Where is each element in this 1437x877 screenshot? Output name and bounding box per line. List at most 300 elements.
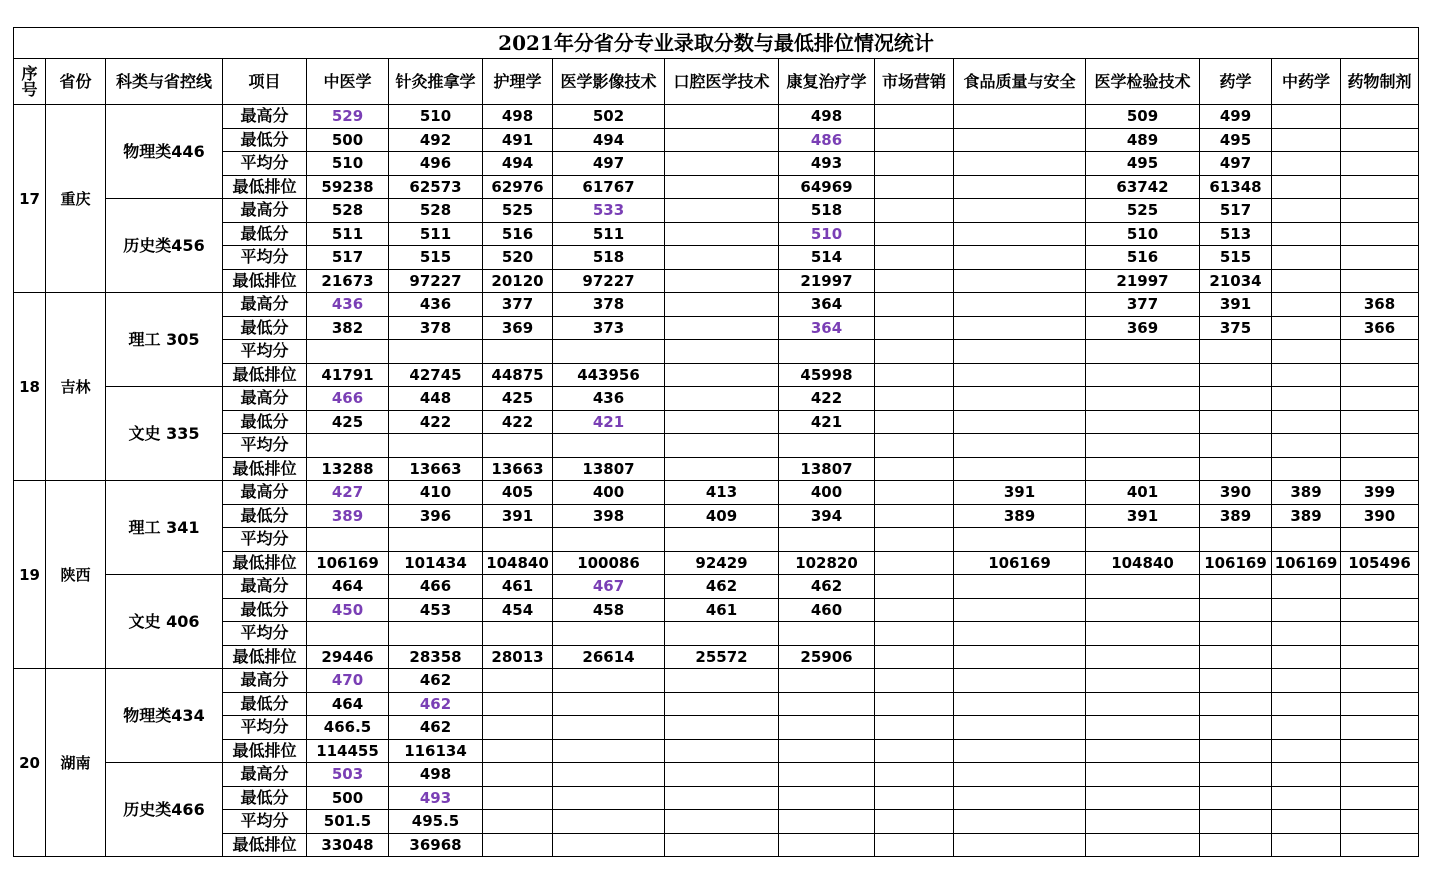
value-cell: 462 [779, 575, 875, 599]
value-cell [954, 739, 1086, 763]
value-cell: 44875 [483, 363, 553, 387]
value-cell: 436 [553, 387, 665, 411]
value-cell [1200, 763, 1272, 787]
value-cell: 495 [1200, 128, 1272, 152]
value-cell [483, 692, 553, 716]
table-row [14, 152, 1419, 176]
item-cell: 最低排位 [223, 645, 307, 669]
category-cell: 物理类446 [106, 105, 223, 199]
value-cell [665, 175, 779, 199]
item-cell: 最低分 [223, 598, 307, 622]
value-cell: 493 [779, 152, 875, 176]
category-cell: 历史类466 [106, 763, 223, 857]
value-cell: 470 [307, 669, 389, 693]
value-cell [875, 457, 954, 481]
value-cell [665, 387, 779, 411]
value-cell [1272, 199, 1341, 223]
table-row [14, 645, 1419, 669]
value-cell [954, 598, 1086, 622]
value-cell: 42745 [389, 363, 483, 387]
value-cell: 467 [553, 575, 665, 599]
value-cell: 460 [779, 598, 875, 622]
value-cell: 461 [665, 598, 779, 622]
value-cell [665, 246, 779, 270]
value-cell [1200, 692, 1272, 716]
value-cell [1200, 387, 1272, 411]
value-cell: 520 [483, 246, 553, 270]
table-row [14, 504, 1419, 528]
value-cell: 102820 [779, 551, 875, 575]
value-cell: 503 [307, 763, 389, 787]
value-cell [875, 152, 954, 176]
value-cell [875, 598, 954, 622]
column-header: 序号 [14, 59, 46, 105]
value-cell [1200, 669, 1272, 693]
value-cell [875, 481, 954, 505]
value-cell [1341, 763, 1419, 787]
value-cell [875, 199, 954, 223]
value-cell [954, 575, 1086, 599]
table-row [14, 340, 1419, 364]
value-cell [1272, 246, 1341, 270]
item-cell: 平均分 [223, 246, 307, 270]
value-cell: 462 [389, 669, 483, 693]
table-row [14, 833, 1419, 857]
value-cell [483, 622, 553, 646]
value-cell: 436 [389, 293, 483, 317]
item-cell: 最低分 [223, 786, 307, 810]
table-row [14, 716, 1419, 740]
item-cell: 平均分 [223, 340, 307, 364]
item-cell: 最低排位 [223, 833, 307, 857]
value-cell: 462 [389, 692, 483, 716]
value-cell [307, 340, 389, 364]
value-cell [665, 692, 779, 716]
value-cell [483, 810, 553, 834]
column-header: 省份 [46, 59, 106, 105]
value-cell [875, 175, 954, 199]
value-cell: 464 [307, 575, 389, 599]
value-cell: 529 [307, 105, 389, 129]
value-cell: 114455 [307, 739, 389, 763]
column-header: 中药学 [1272, 59, 1341, 105]
table-row [14, 434, 1419, 458]
value-cell [1272, 457, 1341, 481]
column-header: 针灸推拿学 [389, 59, 483, 105]
value-cell [1341, 199, 1419, 223]
item-cell: 最低分 [223, 692, 307, 716]
value-cell [1341, 598, 1419, 622]
value-cell: 496 [389, 152, 483, 176]
spreadsheet [13, 27, 1419, 857]
value-cell: 498 [483, 105, 553, 129]
value-cell [389, 340, 483, 364]
value-cell [1086, 363, 1200, 387]
item-cell: 最高分 [223, 293, 307, 317]
value-cell [307, 622, 389, 646]
value-cell [553, 739, 665, 763]
table-row [14, 810, 1419, 834]
value-cell: 391 [1086, 504, 1200, 528]
value-cell [954, 763, 1086, 787]
value-cell [483, 528, 553, 552]
value-cell: 515 [1200, 246, 1272, 270]
value-cell [1341, 457, 1419, 481]
value-cell [875, 293, 954, 317]
value-cell: 36968 [389, 833, 483, 857]
value-cell [875, 645, 954, 669]
value-cell: 533 [553, 199, 665, 223]
value-cell [665, 340, 779, 364]
value-cell [1272, 175, 1341, 199]
category-cell: 理工 305 [106, 293, 223, 387]
value-cell [875, 622, 954, 646]
value-cell [1086, 340, 1200, 364]
value-cell: 409 [665, 504, 779, 528]
value-cell [954, 434, 1086, 458]
province-cell: 陕西 [46, 481, 106, 669]
value-cell [875, 692, 954, 716]
value-cell: 516 [483, 222, 553, 246]
value-cell [1341, 810, 1419, 834]
value-cell: 106169 [954, 551, 1086, 575]
table-title: 2021年分省分专业录取分数与最低排位情况统计 [14, 28, 1419, 59]
value-cell [1272, 105, 1341, 129]
value-cell: 518 [779, 199, 875, 223]
value-cell [483, 434, 553, 458]
value-cell [1200, 810, 1272, 834]
table-row [14, 457, 1419, 481]
column-header: 医学检验技术 [1086, 59, 1200, 105]
table-row [14, 222, 1419, 246]
value-cell: 497 [553, 152, 665, 176]
value-cell [1341, 363, 1419, 387]
value-cell [875, 763, 954, 787]
value-cell: 462 [665, 575, 779, 599]
column-header: 市场营销 [875, 59, 954, 105]
table-row [14, 786, 1419, 810]
value-cell: 45998 [779, 363, 875, 387]
value-cell [307, 528, 389, 552]
value-cell [779, 622, 875, 646]
column-header: 康复治疗学 [779, 59, 875, 105]
value-cell: 466 [389, 575, 483, 599]
value-cell: 28358 [389, 645, 483, 669]
value-cell: 413 [665, 481, 779, 505]
value-cell [553, 810, 665, 834]
value-cell: 464 [307, 692, 389, 716]
value-cell: 389 [1200, 504, 1272, 528]
value-cell [1200, 716, 1272, 740]
value-cell [553, 340, 665, 364]
column-header: 药物制剂 [1341, 59, 1419, 105]
value-cell [665, 363, 779, 387]
value-cell: 13288 [307, 457, 389, 481]
table-row [14, 692, 1419, 716]
value-cell [954, 105, 1086, 129]
value-cell [1272, 622, 1341, 646]
item-cell: 平均分 [223, 152, 307, 176]
value-cell [779, 833, 875, 857]
province-cell: 湖南 [46, 669, 106, 857]
value-cell: 495 [1086, 152, 1200, 176]
table-row [14, 669, 1419, 693]
value-cell [1272, 152, 1341, 176]
item-cell: 最低分 [223, 504, 307, 528]
value-cell: 513 [1200, 222, 1272, 246]
value-cell: 510 [307, 152, 389, 176]
category-cell: 文史 406 [106, 575, 223, 669]
value-cell [389, 528, 483, 552]
value-cell [1086, 739, 1200, 763]
item-cell: 最低排位 [223, 457, 307, 481]
value-cell [665, 269, 779, 293]
value-cell: 21034 [1200, 269, 1272, 293]
value-cell [1200, 410, 1272, 434]
value-cell [1086, 434, 1200, 458]
value-cell [1272, 669, 1341, 693]
value-cell: 378 [553, 293, 665, 317]
value-cell [1272, 692, 1341, 716]
value-cell [1341, 222, 1419, 246]
value-cell [665, 763, 779, 787]
table-row [14, 269, 1419, 293]
value-cell [665, 833, 779, 857]
value-cell [1272, 810, 1341, 834]
value-cell [1272, 269, 1341, 293]
value-cell: 518 [553, 246, 665, 270]
value-cell [875, 786, 954, 810]
column-header: 科类与省控线 [106, 59, 223, 105]
value-cell [1200, 575, 1272, 599]
value-cell: 20120 [483, 269, 553, 293]
value-cell [875, 810, 954, 834]
value-cell [1086, 410, 1200, 434]
province-cell: 重庆 [46, 105, 106, 293]
item-cell: 最高分 [223, 387, 307, 411]
column-header: 食品质量与安全 [954, 59, 1086, 105]
value-cell [875, 669, 954, 693]
value-cell: 458 [553, 598, 665, 622]
value-cell: 498 [389, 763, 483, 787]
value-cell: 369 [1086, 316, 1200, 340]
value-cell: 509 [1086, 105, 1200, 129]
value-cell: 436 [307, 293, 389, 317]
value-cell [875, 246, 954, 270]
value-cell [1086, 692, 1200, 716]
value-cell: 517 [307, 246, 389, 270]
value-cell [954, 457, 1086, 481]
value-cell [954, 293, 1086, 317]
value-cell [954, 387, 1086, 411]
value-cell: 378 [389, 316, 483, 340]
value-cell [779, 528, 875, 552]
seq-cell: 17 [14, 105, 46, 293]
value-cell: 528 [389, 199, 483, 223]
value-cell [553, 692, 665, 716]
value-cell: 394 [779, 504, 875, 528]
value-cell [779, 340, 875, 364]
item-cell: 最低排位 [223, 269, 307, 293]
value-cell: 461 [483, 575, 553, 599]
value-cell [1272, 293, 1341, 317]
value-cell: 63742 [1086, 175, 1200, 199]
value-cell: 448 [389, 387, 483, 411]
value-cell [553, 716, 665, 740]
value-cell: 396 [389, 504, 483, 528]
value-cell [553, 669, 665, 693]
value-cell: 462 [389, 716, 483, 740]
item-cell: 最高分 [223, 481, 307, 505]
value-cell [1341, 387, 1419, 411]
value-cell: 498 [779, 105, 875, 129]
item-cell: 最低排位 [223, 175, 307, 199]
value-cell: 21673 [307, 269, 389, 293]
item-cell: 平均分 [223, 810, 307, 834]
value-cell [553, 763, 665, 787]
value-cell: 29446 [307, 645, 389, 669]
item-cell: 最高分 [223, 763, 307, 787]
value-cell [954, 175, 1086, 199]
value-cell [389, 434, 483, 458]
value-cell [1086, 622, 1200, 646]
value-cell [665, 739, 779, 763]
value-cell [1086, 763, 1200, 787]
value-cell [1272, 387, 1341, 411]
value-cell: 410 [389, 481, 483, 505]
value-cell [483, 340, 553, 364]
table-row [14, 387, 1419, 411]
value-cell: 427 [307, 481, 389, 505]
value-cell: 516 [1086, 246, 1200, 270]
value-cell [779, 763, 875, 787]
value-cell: 515 [389, 246, 483, 270]
table-row [14, 175, 1419, 199]
value-cell: 511 [307, 222, 389, 246]
value-cell: 494 [553, 128, 665, 152]
value-cell [779, 716, 875, 740]
value-cell: 495.5 [389, 810, 483, 834]
value-cell [954, 528, 1086, 552]
value-cell: 391 [1200, 293, 1272, 317]
value-cell: 368 [1341, 293, 1419, 317]
item-cell: 最高分 [223, 669, 307, 693]
value-cell [1200, 528, 1272, 552]
value-cell [1341, 105, 1419, 129]
value-cell: 390 [1200, 481, 1272, 505]
value-cell [954, 222, 1086, 246]
value-cell: 494 [483, 152, 553, 176]
value-cell [1086, 575, 1200, 599]
value-cell [1272, 434, 1341, 458]
value-cell: 377 [483, 293, 553, 317]
value-cell: 525 [483, 199, 553, 223]
table-row [14, 481, 1419, 505]
value-cell: 21997 [779, 269, 875, 293]
value-cell: 422 [779, 387, 875, 411]
value-cell: 25906 [779, 645, 875, 669]
value-cell: 500 [307, 128, 389, 152]
value-cell: 61767 [553, 175, 665, 199]
value-cell [1341, 692, 1419, 716]
value-cell: 389 [954, 504, 1086, 528]
value-cell [1272, 363, 1341, 387]
value-cell [954, 316, 1086, 340]
value-cell [483, 669, 553, 693]
value-cell [875, 833, 954, 857]
value-cell [1341, 269, 1419, 293]
value-cell [1200, 739, 1272, 763]
value-cell: 97227 [389, 269, 483, 293]
value-cell: 391 [954, 481, 1086, 505]
table-row [14, 410, 1419, 434]
value-cell: 400 [779, 481, 875, 505]
value-cell: 382 [307, 316, 389, 340]
value-cell [553, 833, 665, 857]
value-cell [483, 739, 553, 763]
value-cell: 422 [483, 410, 553, 434]
value-cell [1272, 340, 1341, 364]
value-cell: 425 [483, 387, 553, 411]
value-cell: 425 [307, 410, 389, 434]
value-cell: 421 [779, 410, 875, 434]
value-cell [875, 739, 954, 763]
value-cell: 390 [1341, 504, 1419, 528]
value-cell [1086, 598, 1200, 622]
value-cell: 366 [1341, 316, 1419, 340]
table-row [14, 363, 1419, 387]
admission-table [13, 27, 1419, 857]
value-cell [553, 622, 665, 646]
value-cell [954, 128, 1086, 152]
value-cell [875, 105, 954, 129]
value-cell [483, 833, 553, 857]
value-cell: 525 [1086, 199, 1200, 223]
column-header: 中医学 [307, 59, 389, 105]
value-cell [665, 434, 779, 458]
value-cell [875, 316, 954, 340]
value-cell [779, 786, 875, 810]
value-cell [875, 551, 954, 575]
value-cell: 401 [1086, 481, 1200, 505]
value-cell [875, 716, 954, 740]
value-cell: 499 [1200, 105, 1272, 129]
value-cell [954, 669, 1086, 693]
value-cell: 92429 [665, 551, 779, 575]
value-cell [779, 810, 875, 834]
value-cell: 389 [1272, 481, 1341, 505]
value-cell [665, 669, 779, 693]
value-cell: 466.5 [307, 716, 389, 740]
value-cell [307, 434, 389, 458]
value-cell: 13663 [389, 457, 483, 481]
value-cell: 28013 [483, 645, 553, 669]
value-cell [954, 622, 1086, 646]
table-row [14, 763, 1419, 787]
value-cell [1272, 763, 1341, 787]
value-cell [875, 434, 954, 458]
table-row [14, 598, 1419, 622]
value-cell [1086, 669, 1200, 693]
value-cell [779, 692, 875, 716]
value-cell: 106169 [307, 551, 389, 575]
value-cell [954, 810, 1086, 834]
value-cell: 101434 [389, 551, 483, 575]
value-cell [665, 222, 779, 246]
value-cell [1086, 457, 1200, 481]
value-cell: 400 [553, 481, 665, 505]
value-cell: 510 [779, 222, 875, 246]
